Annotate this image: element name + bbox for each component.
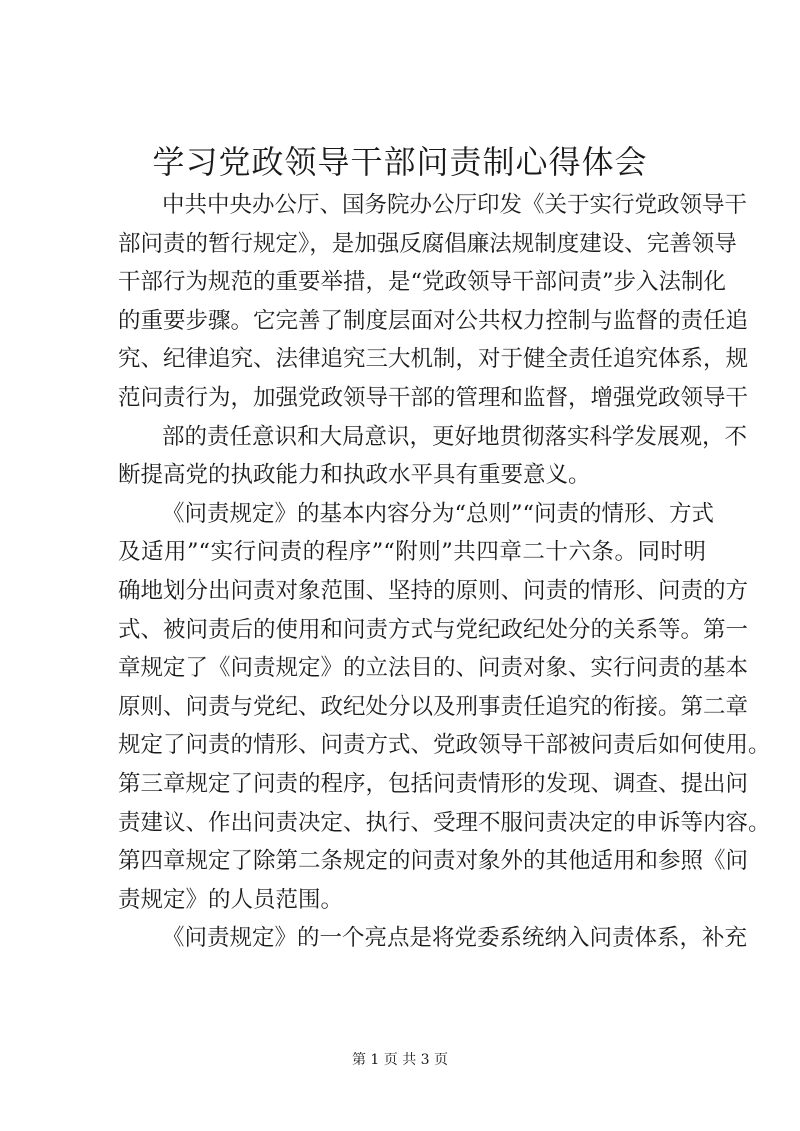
text-line-15: 规定了问责的情形、问责方式、党政领导干部被问责后如何使用。 [118, 732, 771, 759]
document-title: 学习党政领导干部问责制心得体会 [152, 143, 648, 181]
text-line-14: 原则、问责与党纪、政纪处分以及刑事责任追究的衔接。第二章 [118, 693, 749, 720]
text-line-1: 中共中央办公厅、国务院办公厅印发《关于实行党政领导干 [162, 192, 748, 218]
text-line-13: 章规定了《问责规定》的立法目的、问责对象、实行问责的基本 [118, 655, 749, 682]
text-line-18: 第四章规定了除第二条规定的问责对象外的其他适用和参照《问 [118, 848, 749, 875]
text-line-5: 究、纪律追究、法律追究三大机制，对于健全责任追究体系，规 [118, 346, 749, 373]
text-line-19: 责规定》的人员范围。 [118, 886, 344, 913]
text-line-16: 第三章规定了问责的程序，包括问责情形的发现、调查、提出问 [118, 770, 749, 797]
document-body [118, 186, 771, 958]
text-line-3: 干部行为规范的重要举措，是“党政领导干部问责”步入法制化 [118, 269, 727, 296]
text-line-7: 部的责任意识和大局意识，更好地贯彻落实科学发展观，不 [162, 423, 748, 450]
text-line-2: 部问责的暂行规定》，是加强反腐倡廉法规制度建设、完善领导 [118, 230, 737, 257]
text-line-10: 及适用”“实行问责的程序”“附则”共四章二十六条。同时明 [118, 539, 706, 566]
page-number-footer: 第 1 页 共 3 页 [351, 1052, 449, 1068]
text-line-8: 断提高党的执政能力和执政水平具有重要意义。 [118, 462, 591, 489]
text-line-4: 的重要步骤。它完善了制度层面对公共权力控制与监督的责任追 [118, 307, 749, 334]
text-line-9: 《问责规定》的基本内容分为“总则”“问责的情形、方式 [162, 500, 715, 527]
text-line-11: 确地划分出问责对象范围、坚持的原则、问责的情形、问责的方 [118, 577, 749, 604]
text-line-12: 式、被问责后的使用和问责方式与党纪政纪处分的关系等。第一 [118, 616, 749, 643]
text-line-20: 《问责规定》的一个亮点是将党委系统纳入问责体系，补充 [162, 925, 748, 952]
text-line-17: 责建议、作出问责决定、执行、受理不服问责决定的申诉等内容。 [118, 809, 771, 836]
text-line-6: 范问责行为，加强党政领导干部的管理和监督，增强党政领导干 [118, 384, 749, 411]
